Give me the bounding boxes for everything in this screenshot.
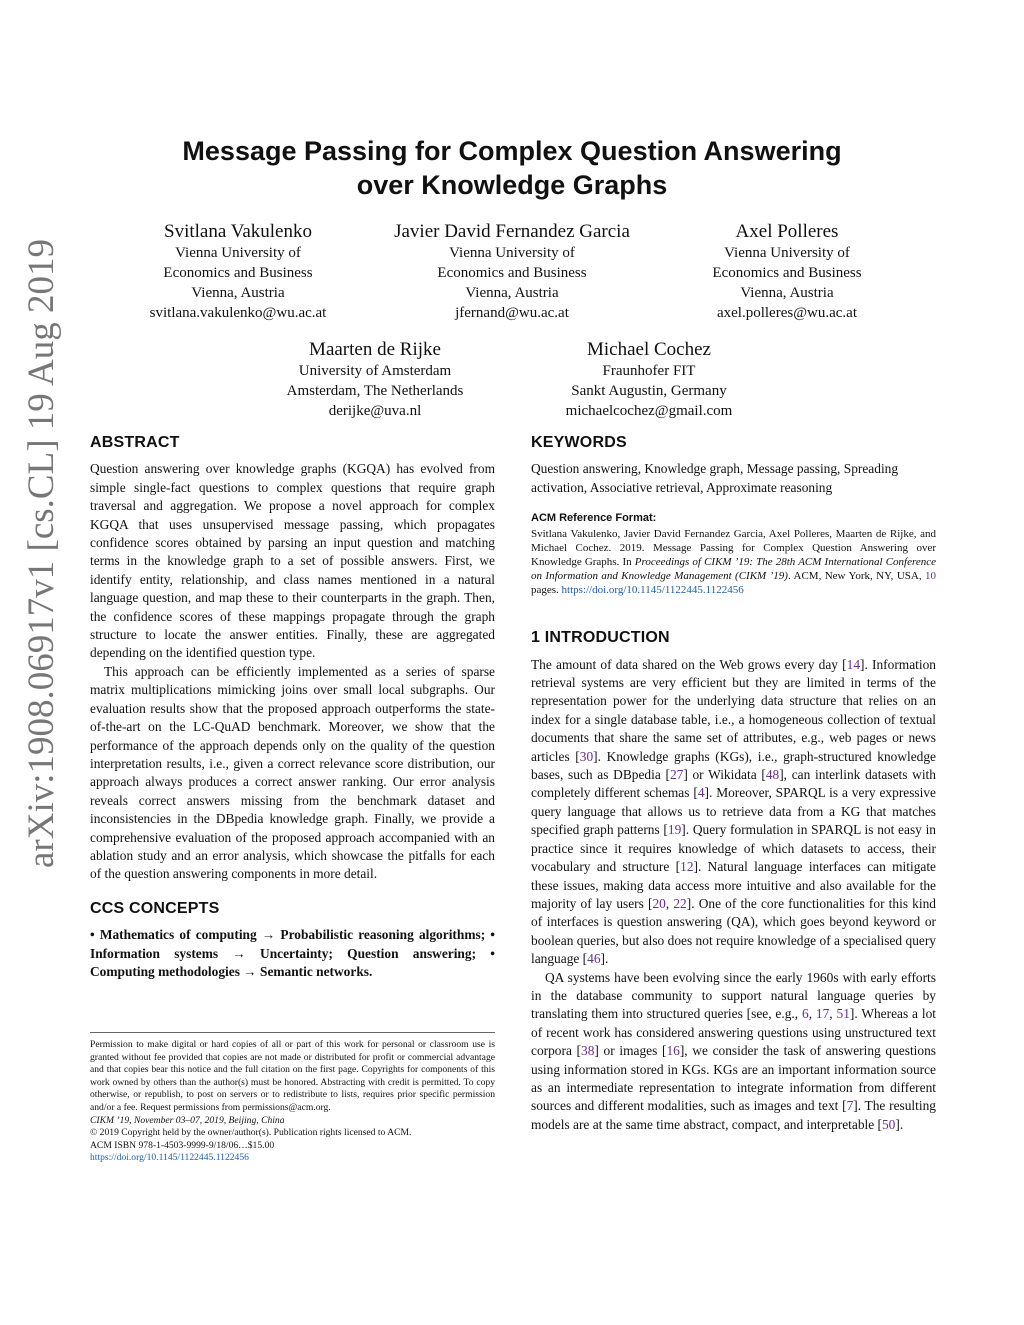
left-column	[90, 434, 495, 981]
citation-link[interactable]: 4	[697, 785, 705, 801]
citation-link[interactable]: 14	[846, 656, 861, 672]
author-name: Michael Cochez	[587, 339, 711, 360]
intro-heading: 1 INTRODUCTION	[531, 629, 670, 647]
acm-reference-heading: ACM Reference Format:	[531, 512, 657, 525]
doi-link[interactable]: https://doi.org/10.1145/1122445.1122456	[90, 1152, 249, 1164]
author-name: Svitlana Vakulenko	[164, 221, 312, 242]
title-line-1: Message Passing for Complex Question Answering	[182, 136, 842, 166]
author-email: axel.polleres@wu.ac.at	[716, 305, 857, 321]
author-email: michaelcochez@gmail.com	[565, 403, 733, 419]
intro-text: ], can interlink datasets with completely different schemas [	[531, 767, 936, 801]
intro-paragraph-2	[531, 969, 936, 1135]
author-name: Axel Polleres	[735, 221, 839, 242]
arxiv-side-label: arXiv:1908.06917v1 [cs.CL] 19 Aug 2019	[21, 239, 62, 868]
citation-link[interactable]: 30	[579, 748, 594, 764]
citation-link[interactable]: 48	[765, 767, 780, 783]
author-affiliation: Economics and Business	[712, 265, 862, 281]
acm-ref-pages-link[interactable]: 10	[925, 570, 936, 583]
acm-reference-text	[531, 527, 936, 597]
intro-text: ]. Query formulation in SPARQL is not easy in practice since it requires knowledge of which datasets to access, their vocabulary and structure [	[531, 822, 937, 875]
acm-ref-authors: Svitlana Vakulenko, Javier David Fernandez Garcia, Axel Polleres, Maarten de Rijke, and Michael Cochez. 2019. Message Passing for Complex Question Answering over Knowledge Graphs. In	[531, 528, 936, 569]
acm-ref-proceedings: Proceedings of CIKM ’19: The 28th ACM International Conference on Information and Knowledge Management (CIKM ’19)	[531, 556, 936, 583]
intro-text: ]. Natural language interfaces can mitigate these issues, making data access more intuitive and also available for the majority of lay users [	[531, 859, 937, 911]
citation-link[interactable]: 38	[581, 1043, 595, 1059]
author-location: Amsterdam, The Netherlands	[286, 383, 464, 399]
author-affiliation: Vienna University of	[724, 245, 850, 261]
citation-link[interactable]: 51	[836, 1006, 850, 1022]
citation-link[interactable]: 7	[846, 1098, 854, 1114]
intro-text: ,	[665, 895, 674, 911]
author-location: Vienna, Austria	[465, 285, 559, 301]
citation-link[interactable]: 27	[669, 767, 684, 783]
author-block-5	[499, 338, 799, 421]
abstract-heading: ABSTRACT	[90, 434, 180, 451]
author-location: Vienna, Austria	[740, 285, 834, 301]
intro-text: ,	[829, 1006, 837, 1022]
author-location: Sankt Augustin, Germany	[571, 383, 727, 399]
author-block-3	[637, 220, 937, 323]
author-email: jfernand@wu.ac.at	[455, 305, 569, 321]
right-column	[531, 434, 936, 1134]
author-block-4	[225, 338, 525, 421]
intro-text: ] or Wikidata [	[683, 767, 766, 783]
acm-ref-doi-link[interactable]: https://doi.org/10.1145/1122445.1122456	[561, 584, 744, 597]
author-name: Maarten de Rijke	[309, 339, 441, 360]
author-affiliation: Vienna University of	[449, 245, 575, 261]
intro-text: ]. One of the core functionalities for this kind of interfaces is question answering (QA), which goes beyond keyword or boolean queries, but also does not require knowledge of a specialised query language [	[531, 895, 936, 967]
author-affiliation: Vienna University of	[175, 245, 301, 261]
title-line-2: over Knowledge Graphs	[356, 170, 668, 200]
intro-text: QA systems have been evolving since the early 1960s with early efforts in the database community to support natural language queries by translating them into structured queries [see, e.g.,	[531, 969, 936, 1022]
intro-text: ]. Information retrieval systems are very efficient but they are limited in terms of the representation power for the underlying data structure that relies on an index for a single database table, i.e., a homogeneous collection of textual documents that share the same set of attributes, e.g., web pages or news articles [	[531, 656, 936, 764]
intro-text: ]. Moreover, SPARQL is a very expressive query language that allows us to retrieve data from a KG that matches specified graph patterns [	[531, 785, 936, 838]
conference-info: CIKM ’19, November 03–07, 2019, Beijing, China	[90, 1114, 285, 1126]
permission-footnote	[90, 1032, 495, 1165]
isbn-text: ACM ISBN 978-1-4503-9999-9/18/06…$15.00	[90, 1139, 275, 1151]
citation-link[interactable]: 20	[652, 895, 666, 911]
intro-paragraph-1	[531, 656, 936, 969]
intro-text: ]. Whereas a lot of recent work has considered answering questions using unstructured text corpora [	[531, 1006, 936, 1059]
acm-ref-publisher: . ACM, New York, NY, USA,	[787, 570, 925, 583]
intro-text: ], we consider the task of answering questions using information stored in KGs. KGs are an important information source as an intermediate representation to integrate information from different sources and different modalities, such as images and text [	[531, 1043, 936, 1114]
author-location: Vienna, Austria	[191, 285, 285, 301]
intro-text: ]. Knowledge graphs (KGs), i.e., graph-structured knowledge bases, such as DBpedia [	[531, 748, 937, 783]
intro-text: ]. The resulting models are at the same time abstract, compact, and interpretable [	[531, 1098, 936, 1132]
intro-text: ].	[600, 951, 609, 967]
keywords-text: Question answering, Knowledge graph, Message passing, Spreading activation, Associative retrieval, Approximate reasoning	[531, 461, 899, 495]
author-name: Javier David Fernandez Garcia	[394, 221, 630, 242]
author-affiliation: Economics and Business	[437, 265, 587, 281]
intro-text: The amount of data shared on the Web grows every day [	[531, 656, 847, 672]
acm-ref-pages-word: pages.	[531, 584, 562, 597]
acm-reference	[531, 511, 936, 597]
citation-link[interactable]: 19	[667, 822, 682, 838]
author-email: svitlana.vakulenko@wu.ac.at	[149, 305, 327, 321]
author-affiliation: Fraunhofer FIT	[602, 363, 696, 379]
citation-link[interactable]: 12	[680, 859, 694, 875]
ccs-concepts: • Mathematics of computing → Probabilistic reasoning algorithms; • Information systems → Uncertainty; Question answering; • Computing methodologies → Semantic networks.	[90, 927, 495, 979]
permission-text: Permission to make digital or hard copies of all or part of this work for personal or classroom use is granted without fee provided that copies are not made or distributed for profit or commercial advantage and that copies bear this notice and the full citation on the first page. Copyrights for components of this work owned by others than the author(s) must be honored. Abstracting with credit is permitted. To copy otherwise, or republish, to post on servers or to redistribute to lists, requires prior specific permission and/or a fee. Request permissions from permissions@acm.org.	[90, 1039, 495, 1113]
copyright-text: © 2019 Copyright held by the owner/author(s). Publication rights licensed to ACM.	[90, 1127, 412, 1139]
intro-text: ,	[808, 1006, 816, 1022]
author-affiliation: University of Amsterdam	[298, 363, 452, 379]
author-email: derijke@uva.nl	[328, 403, 422, 419]
author-block-1	[88, 220, 388, 323]
intro-text: ].	[895, 1116, 904, 1132]
citation-link[interactable]: 16	[666, 1043, 680, 1059]
ccs-heading: CCS CONCEPTS	[90, 899, 220, 917]
citation-link[interactable]: 22	[673, 895, 687, 911]
citation-link[interactable]: 46	[587, 951, 601, 967]
paper-title	[0, 134, 1024, 202]
intro-text: ] or images [	[594, 1043, 667, 1059]
author-affiliation: Economics and Business	[163, 265, 313, 281]
keywords-heading: KEYWORDS	[531, 434, 627, 451]
citation-link[interactable]: 6	[801, 1006, 809, 1022]
abstract-paragraph-2: This approach can be efficiently implemented as a series of sparse matrix multiplications mimicking joins over small local subgraphs. Our evaluation results show that the proposed approach outperforms the state-of-the-art on the LC-QuAD benchmark. Moreover, we show that the performance of the approach depends only on the quality of the question interpretation results, i.e., given a correct relevance score distribution, our approach always produces a correct answer ranking. Our error analysis reveals correct answers missing from the benchmark dataset and inconsistencies in the DBpedia knowledge graph. Finally, we provide a comprehensive evaluation of the proposed approach accompanied with an ablation study and an error analysis, which showcase the pitfalls for each of the question answering components in more detail.	[90, 663, 495, 882]
author-block-2	[362, 220, 662, 323]
citation-link[interactable]: 17	[815, 1006, 830, 1022]
citation-link[interactable]: 50	[881, 1116, 896, 1132]
abstract-paragraph-1: Question answering over knowledge graphs (KGQA) has evolved from simple single-fact questions to complex questions that require graph traversal and aggregation. We propose a novel approach for complex KGQA that uses unsupervised message passing, which propagates confidence scores obtained by parsing an input question and matching terms in the knowledge graph to a set of possible answers. First, we identify entity, relationship, and class names mentioned in a natural language question, and map these to their counterparts in the graph. Then, the confidence scores of these mappings propagate through the graph structure to locate the answer entities. Finally, these are aggregated depending on the identified question type.	[90, 461, 495, 661]
